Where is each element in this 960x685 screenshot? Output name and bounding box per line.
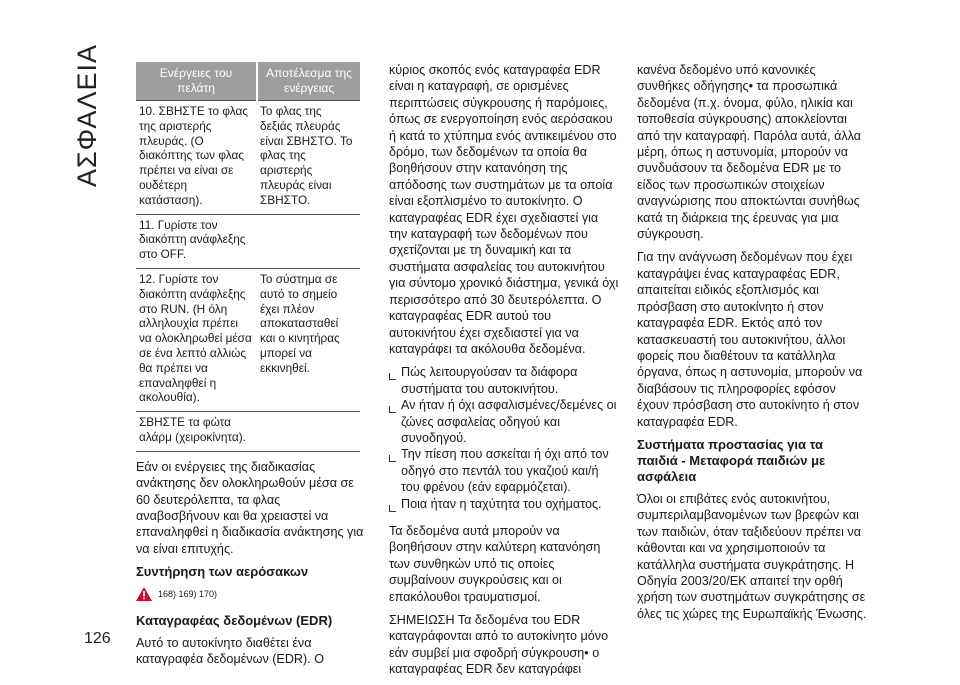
table-cell-result	[257, 214, 360, 268]
warning-reference-numbers: 168) 169) 170)	[158, 589, 218, 600]
table-cell-result: Το σύστημα σε αυτό το σημείο έχει πλέον αποκατασταθεί και ο κινητήρας μπορεί να εκκινηθεί.	[257, 268, 360, 411]
table-header-action-result: Αποτέλεσμα της ενέργειας	[257, 62, 360, 101]
edr-purpose-paragraph: κύριος σκοπός ενός καταγραφέα EDR είναι η καταγραφή, σε ορισμένες περιπτώσεις σύγκρουσης ή παρόμοιες, όπως σε ενεργοποίηση ενός αερόσακου ή κατά το χτύπημα ενός αντικειμένου στο δρόμο, των δεδομένων τα οποία θα βοηθήσουν στην κατανόηση της απόδοσης των συστημάτων με τα οποία είναι εξοπλισμένο το αυτοκίνητο. Ο καταγραφέας EDR έχει σχεδιαστεί για την καταγραφή των δεδομένων που σχετίζονται με τη δυναμική και τα συστήματα ασφαλείας του αυτοκινήτου για σύντομο χρονικό διάστημα, γενικά όχι περισσότερο από 30 δευτερόλεπτα. Ο καταγραφέας EDR αυτού του αυτοκινήτου έχει σχεδιαστεί για να καταγράφει τα ακόλουθα δεδομένα.	[389, 63, 619, 356]
edr-understanding-paragraph: Τα δεδομένα αυτά μπορούν να βοηθήσουν στην καλύτερη κατανόηση των συνθηκών υπό τις οποίες συμβαίνουν συγκρούσεις και οι επακόλουθοι τραυματισμοί.	[389, 523, 601, 604]
child-protection-paragraph: Όλοι οι επιβάτες ενός αυτοκινήτου, συμπεριλαμβανομένων των βρεφών και των παιδιών, όταν ταξιδεύουν πρέπει να κάθονται και να χρησιμοποιούν τα κατάλληλα συστήματα συγκράτησης. Η Οδηγία 2003/20/ΕΚ απαιτεί την ορθή χρήση των συστημάτων συγκράτησης σε όλες τις χώρες της Ευρωπαϊκής Ένωσης.	[637, 491, 867, 621]
square-bullet-icon	[389, 446, 401, 495]
table-cell-action: 12. Γυρίστε τον διακόπτη ανάφλεξης στο RUN. (Η όλη αλληλουχία πρέπει να ολοκληρωθεί μέσα σε ένα λεπτό αλλιώς θα πρέπει να επαναληφθεί η ακολουθία).	[136, 268, 257, 411]
square-bullet-icon	[389, 496, 401, 516]
edr-privacy-paragraph: κανένα δεδομένο υπό κανονικές συνθήκες οδήγησης• τα προσωπικά δεδομένα (π.χ. όνομα, φύλο, ηλικία και τοποθεσία σύγκρουσης) αποκλείονται από την καταγραφή. Παρόλα αυτά, άλλα μέρη, όπως η αστυνομία, μπορούν να συνδυάσουν τα δεδομένα EDR με το είδος των προσωπικών στοιχείων αναγνώρισης που αποκτώνται συνήθως κατά τη διάρκεια της έρευνας για μια σύγκρουση.	[637, 63, 862, 242]
page-number: 126	[84, 630, 111, 647]
list-item-text: Αν ήταν ή όχι ασφαλισμένες/δεμένες οι ζώνες ασφαλείας οδηγού και συνοδηγού.	[401, 398, 617, 445]
list-item-text: Πώς λειτουργούσαν τα διάφορα συστήματα του αυτοκινήτου.	[401, 365, 578, 396]
column-2	[389, 62, 619, 685]
edr-intro-paragraph: Αυτό το αυτοκίνητο διαθέτει ένα καταγραφέα δεδομένων (EDR). Ο	[136, 635, 325, 666]
edr-heading: Καταγραφέας δεδομένων (EDR)	[136, 612, 333, 628]
table-cell-action: 11. Γυρίστε τον διακόπτη ανάφλεξης στο OFF.	[136, 214, 257, 268]
list-item	[389, 397, 619, 446]
square-bullet-icon	[389, 397, 401, 446]
section-side-title-text: ΑΣΦΑΛΕΙΑ	[72, 43, 103, 187]
list-item	[389, 364, 619, 397]
table-row	[136, 268, 360, 411]
section-side-title	[60, 40, 116, 190]
list-item-text: Ποια ήταν η ταχύτητα του οχήματος.	[401, 496, 602, 511]
table-header-customer-actions: Ενέργειες του πελάτη	[136, 62, 257, 101]
list-item	[389, 496, 619, 516]
recovery-timeout-paragraph: Εάν οι ενέργειες της διαδικασίας ανάκτησης δεν ολοκληρωθούν μέσα σε 60 δευτερόλεπτα, τα φλας αναβοσβήνουν και θα χρειαστεί να επαναληφθεί η διαδικασία ανάκτησης για να είναι επιτυχής.	[136, 459, 364, 556]
square-bullet-icon	[389, 364, 401, 397]
list-item	[389, 446, 619, 495]
column-1	[136, 62, 366, 674]
table-cell-action: ΣΒΗΣΤΕ τα φώτα αλάρμ (χειροκίνητα).	[136, 412, 257, 452]
child-protection-heading: Συστήματα προστασίας για τα παιδιά - Μεταφορά παιδιών με ασφάλεια	[637, 436, 826, 484]
column-3	[637, 62, 867, 629]
warning-triangle-icon	[136, 587, 152, 601]
airbag-maintenance-heading: Συντήρηση των αερόσακων	[136, 564, 309, 580]
edr-reading-paragraph: Για την ανάγνωση δεδομένων που έχει καταγράψει ένας καταγραφέας EDR, απαιτείται ειδικός εξοπλισμός και πρόσβαση στο αυτοκίνητο ή στον καταγραφέα EDR. Εκτός από τον κατασκευαστή του αυτοκινήτου, άλλοι φορείς που διαθέτουν τα κατάλληλα όργανα, όπως η αστυνομία, μπορούν να διαβάσουν τις πληροφορίες εφόσον έχουν πρόσβαση στο αυτοκίνητο ή στον καταγραφέα EDR.	[637, 250, 863, 429]
table-row	[136, 101, 360, 215]
table-row	[136, 412, 360, 452]
table-cell-result	[257, 412, 360, 452]
table-cell-result: Το φλας της δεξιάς πλευράς είναι ΣΒΗΣΤΟ. Το φλας της αριστερής πλευράς είναι ΣΒΗΣΤΟ.	[257, 101, 360, 215]
table-cell-action: 10. ΣΒΗΣΤΕ το φλας της αριστερής πλευράς. (Ο διακόπτης των φλας πρέπει να είναι σε ουδέτερη κατάσταση).	[136, 101, 257, 215]
list-item-text: Την πίεση που ασκείται ή όχι από τον οδηγό στο πεντάλ του γκαζιού και/ή του φρένου (εάν εφαρμόζεται).	[401, 447, 609, 495]
edr-note-paragraph: ΣΗΜΕΙΩΣΗ Τα δεδομένα του EDR καταγράφονται από το αυτοκίνητο μόνο εάν συμβεί μια σφοδρή σύγκρουση• ο καταγραφέας EDR δεν καταγράφει	[389, 613, 609, 677]
table-row	[136, 214, 360, 268]
recovery-procedure-table	[136, 62, 360, 452]
warning-references	[136, 586, 366, 602]
